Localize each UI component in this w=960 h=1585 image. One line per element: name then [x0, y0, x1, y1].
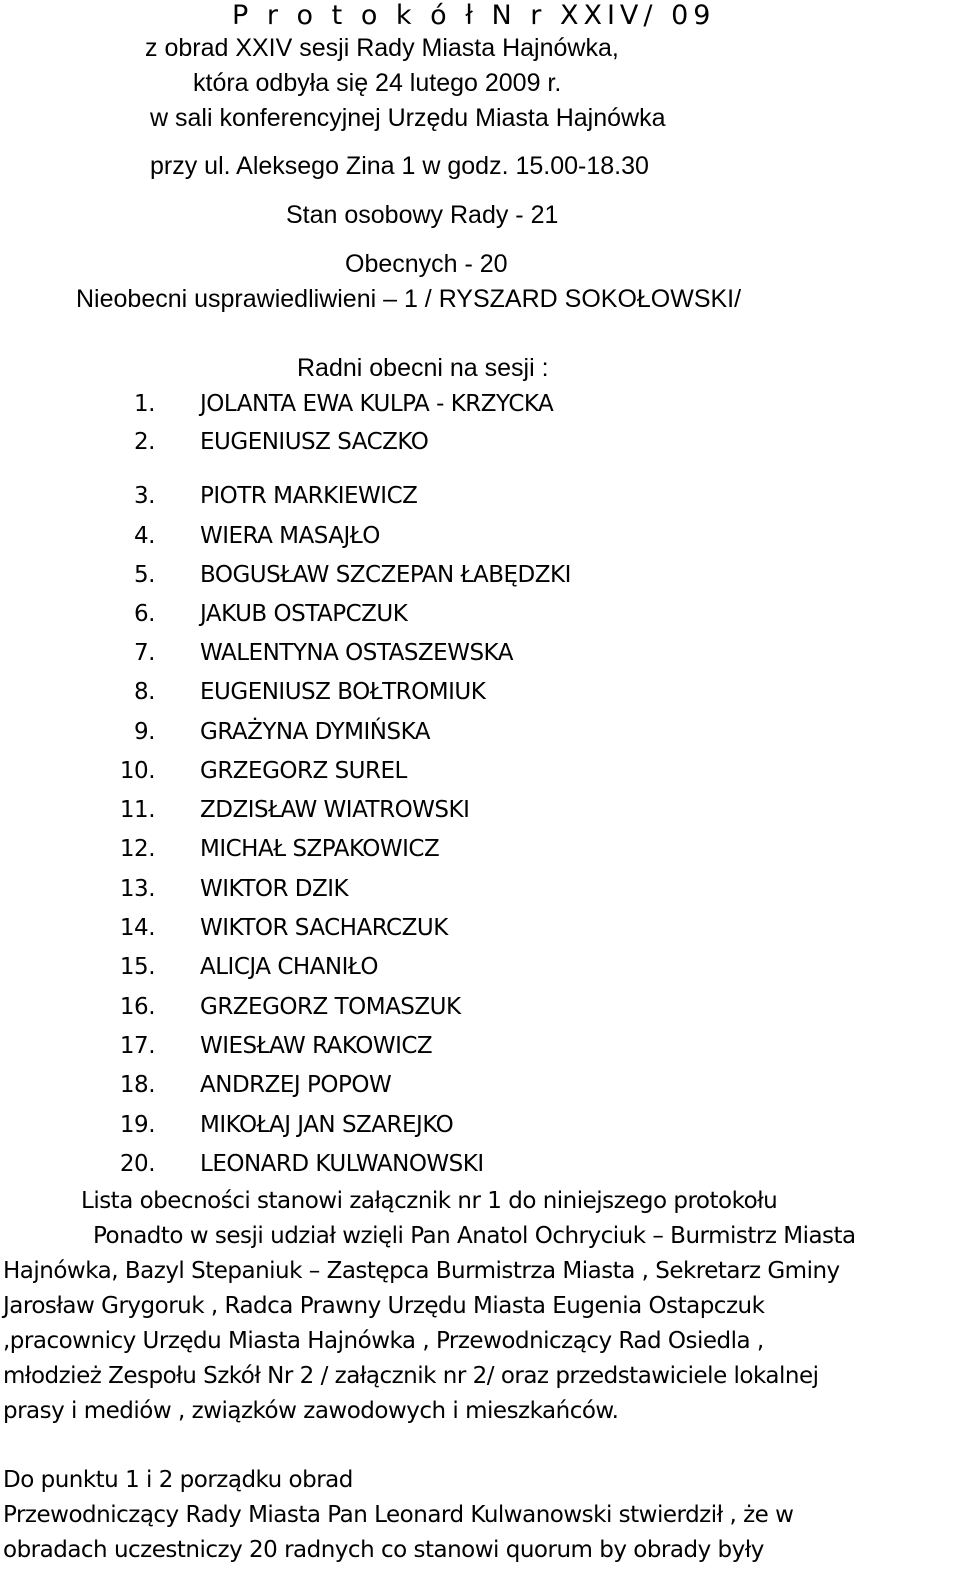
header-line-1: z obrad XXIV sesji Rady Miasta Hajnówka,: [145, 34, 619, 62]
section-line-1: Przewodniczący Rady Miasta Pan Leonard Kulwanowski stwierdził , że w: [3, 1502, 794, 1528]
section-title: Do punktu 1 i 2 porządku obrad: [3, 1467, 353, 1493]
paragraph-line-3: Jarosław Grygoruk , Radca Prawny Urzędu Miasta Eugenia Ostapczuk: [3, 1293, 765, 1319]
paragraph-line-6: prasy i mediów , związków zawodowych i mieszkańców.: [3, 1398, 619, 1424]
header-line-3: w sali konferencyjnej Urzędu Miasta Hajnówka: [150, 104, 666, 132]
paragraph-line-5: młodzież Zespołu Szkół Nr 2 / załącznik nr 2/ oraz przedstawiciele lokalnej: [3, 1363, 819, 1389]
stan-osobowy: Stan osobowy Rady - 21: [286, 201, 559, 229]
paragraph-line-4: ,pracownicy Urzędu Miasta Hajnówka , Przewodniczący Rad Osiedla ,: [3, 1328, 764, 1354]
header-line-4: przy ul. Aleksego Zina 1 w godz. 15.00-18.30: [150, 152, 649, 180]
paragraph-line-2: Hajnówka, Bazyl Stepaniuk – Zastępca Burmistrza Miasta , Sekretarz Gminy: [3, 1258, 840, 1284]
section-line-2: obradach uczestniczy 20 radnych co stanowi quorum by obrady były: [3, 1537, 764, 1563]
lista-obecnosci: Lista obecności stanowi załącznik nr 1 do niniejszego protokołu: [81, 1188, 778, 1214]
attendees-heading: Radni obecni na sesji :: [297, 354, 549, 382]
obecnych: Obecnych - 20: [345, 250, 508, 278]
protocol-title: P r o t o k ó ł N r XXIV/ 09: [232, 0, 716, 31]
nieobecni: Nieobecni usprawiedliwieni – 1 / RYSZARD SOKOŁOWSKI/: [76, 285, 742, 313]
paragraph-line-1: Ponadto w sesji udział wzięli Pan Anatol Ochryciuk – Burmistrz Miasta: [93, 1223, 856, 1249]
header-line-2: która odbyła się 24 lutego 2009 r.: [193, 69, 562, 97]
